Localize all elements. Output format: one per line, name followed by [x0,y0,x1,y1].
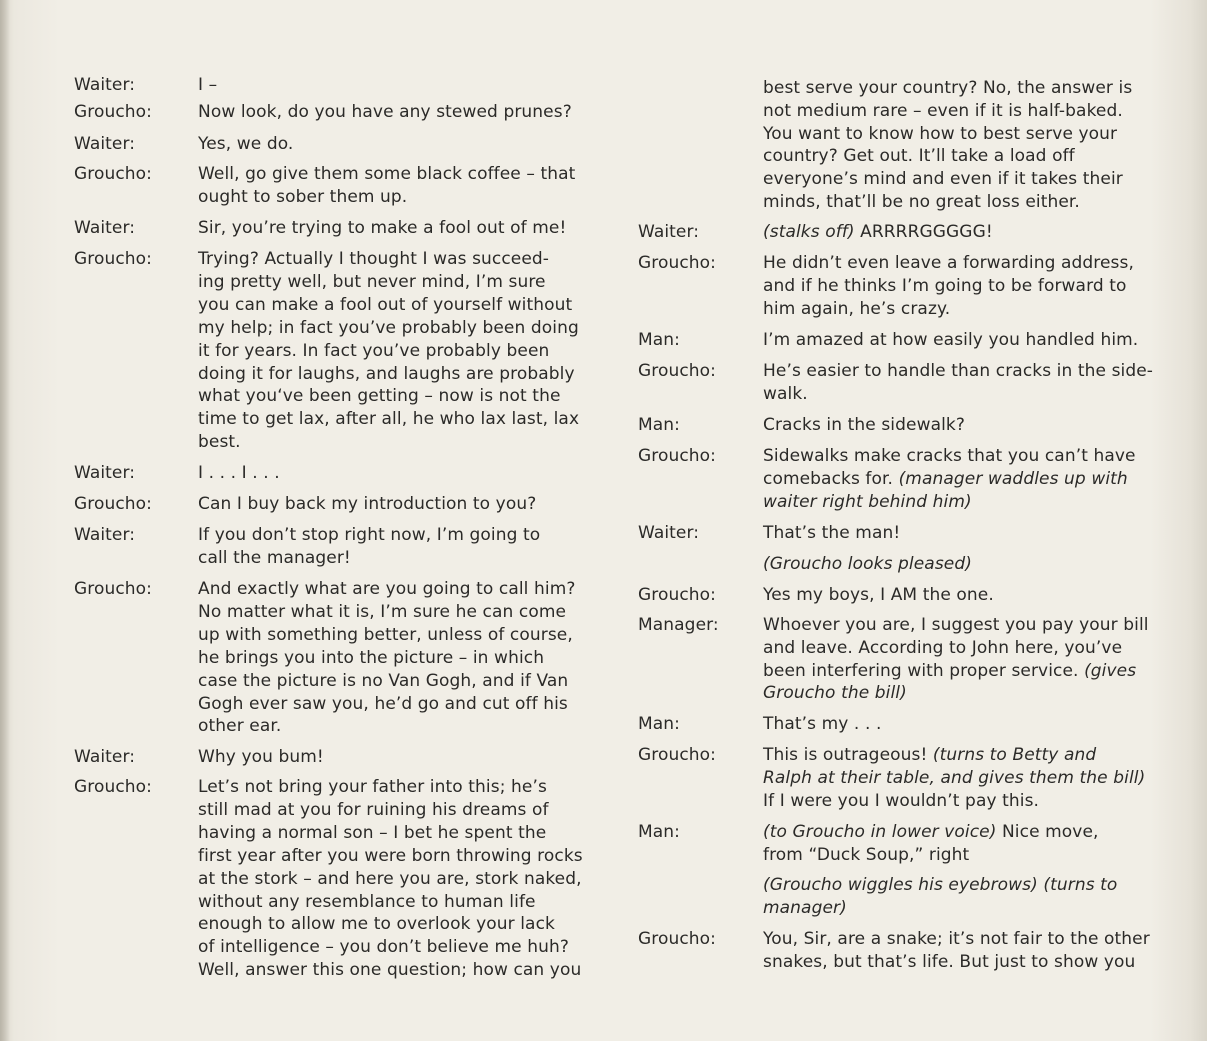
dialogue-line: Groucho the bill) [763,683,907,704]
dialogue-line: minds, that’ll be no great loss either. [763,192,1080,212]
speaker-label: Waiter: [74,218,136,238]
dialogue-line: walk. [763,383,808,404]
dialogue-line: Trying? Actually I thought I was succeed- [198,249,550,269]
dialogue-line: been interfering with proper service. (gives [763,660,1137,681]
dialogue-line: and if he thinks I’m going to be forward to [763,275,1127,296]
dialogue-line: at the stork – and here you are, stork naked, [198,868,582,889]
dialogue-line: everyone’s mind and even if it takes their [763,169,1123,190]
dialogue-line: I’m amazed at how easily you handled him. [763,330,1139,350]
dialogue-line: he brings you into the picture – in which [198,647,545,668]
speaker-label: Man: [638,415,680,435]
dialogue-line: waiter right behind him) [763,491,972,512]
dialogue-line: (to Groucho in lower voice) Nice move, [763,822,1099,842]
dialogue-line: Sidewalks make cracks that you can’t have [763,446,1136,466]
dialogue-line: of intelligence – you don’t believe me huh? [198,937,569,958]
speaker-label: Waiter: [74,75,136,95]
speaker-label: Groucho: [638,253,717,273]
dialogue-line: best serve your country? No, the answer is [763,78,1133,98]
dialogue-line: If you don’t stop right now, I’m going to [198,525,541,545]
dialogue-line: enough to allow me to overlook your lack [198,914,555,935]
dialogue-line: what you‘ve been getting – now is not the [198,386,561,407]
dialogue-line: (Groucho wiggles his eyebrows) (turns to [763,875,1118,895]
dialogue-line: Can I buy back my introduction to you? [198,494,537,514]
dialogue-line: I . . . I . . . [198,463,280,483]
dialogue-line: No matter what it is, I’m sure he can come [198,601,567,622]
dialogue-line: Let’s not bring your father into this; he’s [198,777,547,797]
speaker-label: Groucho: [74,494,153,514]
speaker-label: Groucho: [74,102,153,122]
dialogue-line: time to get lax, after all, he who lax last, lax [198,409,580,430]
dialogue-line: You, Sir, are a snake; it’s not fair to the other [763,929,1150,949]
dialogue-line: manager) [763,897,847,918]
dialogue-line: That’s the man! [763,523,901,543]
dialogue-line: and leave. According to John here, you’ve [763,637,1123,658]
speaker-label: Man: [638,822,680,842]
dialogue-line: having a normal son – I bet he spent the [198,822,547,843]
dialogue-line: (Groucho looks pleased) [763,554,972,574]
speaker-label: Waiter: [74,134,136,154]
dialogue-line: He’s easier to handle than cracks in the side- [763,361,1154,381]
speaker-label: Waiter: [74,525,136,545]
dialogue-line: call the manager! [198,547,351,568]
speaker-label: Waiter: [74,463,136,483]
dialogue-line: my help; in fact you’ve probably been doing [198,317,579,338]
dialogue-line: ing pretty well, but never mind, I’m sure [198,271,546,292]
dialogue-line: Well, answer this one question; how can you [198,960,582,981]
speaker-label: Man: [638,330,680,350]
dialogue-line: first year after you were born throwing rocks [198,845,583,866]
dialogue-line: doing it for laughs, and laughs are probably [198,363,575,384]
dialogue-line: Cracks in the sidewalk? [763,415,965,435]
dialogue-line: snakes, but that’s life. But just to show you [763,951,1136,972]
speaker-label: Groucho: [638,446,717,466]
dialogue-line: Sir, you’re trying to make a fool out of me! [198,218,567,238]
dialogue-line: Now look, do you have any stewed prunes? [198,102,572,122]
speaker-label: Manager: [638,615,719,635]
dialogue-line: ought to sober them up. [198,186,408,207]
dialogue-line: Yes, we do. [198,134,294,154]
dialogue-line: up with something better, unless of course, [198,624,573,645]
dialogue-line: I – [198,75,218,95]
speaker-label: Waiter: [74,747,136,767]
speaker-label: Groucho: [638,361,717,381]
dialogue-line: you can make a fool out of yourself without [198,294,573,315]
speaker-label: Waiter: [638,523,700,543]
dialogue-line: him again, he’s crazy. [763,298,951,319]
dialogue-line: other ear. [198,716,282,737]
dialogue-line: still mad at you for ruining his dreams of [198,799,549,820]
dialogue-line: from “Duck Soup,” right [763,844,970,865]
dialogue-line: country? Get out. It’ll take a load off [763,146,1075,167]
dialogue-line: case the picture is no Van Gogh, and if Van [198,670,569,691]
dialogue-line: He didn’t even leave a forwarding address, [763,253,1134,273]
dialogue-line: You want to know how to best serve your [763,123,1118,144]
speaker-label: Groucho: [638,585,717,605]
speaker-label: Groucho: [638,929,717,949]
dialogue-line: This is outrageous! (turns to Betty and [763,745,1097,765]
dialogue-line: Yes my boys, I AM the one. [763,585,994,605]
speaker-label: Groucho: [74,249,153,269]
dialogue-line: not medium rare – even if it is half-baked. [763,100,1123,121]
binding-shadow [0,0,10,1041]
speaker-label: Groucho: [74,164,153,184]
dialogue-line: Gogh ever saw you, he’d go and cut off his [198,693,568,714]
dialogue-line: without any resemblance to human life [198,891,536,912]
dialogue-line: it for years. In fact you’ve probably been [198,340,550,361]
speaker-label: Groucho: [74,579,153,599]
dialogue-line: Well, go give them some black coffee – that [198,164,576,184]
speaker-label: Waiter: [638,222,700,242]
dialogue-line: That’s my . . . [763,714,882,734]
dialogue-line: best. [198,432,241,453]
dialogue-line: comebacks for. (manager waddles up with [763,468,1128,489]
dialogue-line: Why you bum! [198,747,324,767]
dialogue-line: Whoever you are, I suggest you pay your bill [763,615,1149,635]
speaker-label: Man: [638,714,680,734]
dialogue-line: (stalks off) ARRRRGGGGG! [763,222,993,242]
speaker-label: Groucho: [638,745,717,765]
dialogue-line: Ralph at their table, and gives them the bill) [763,767,1146,788]
dialogue-line: And exactly what are you going to call him? [198,579,576,599]
speaker-label: Groucho: [74,777,153,797]
dialogue-line: If I were you I wouldn’t pay this. [763,790,1040,811]
